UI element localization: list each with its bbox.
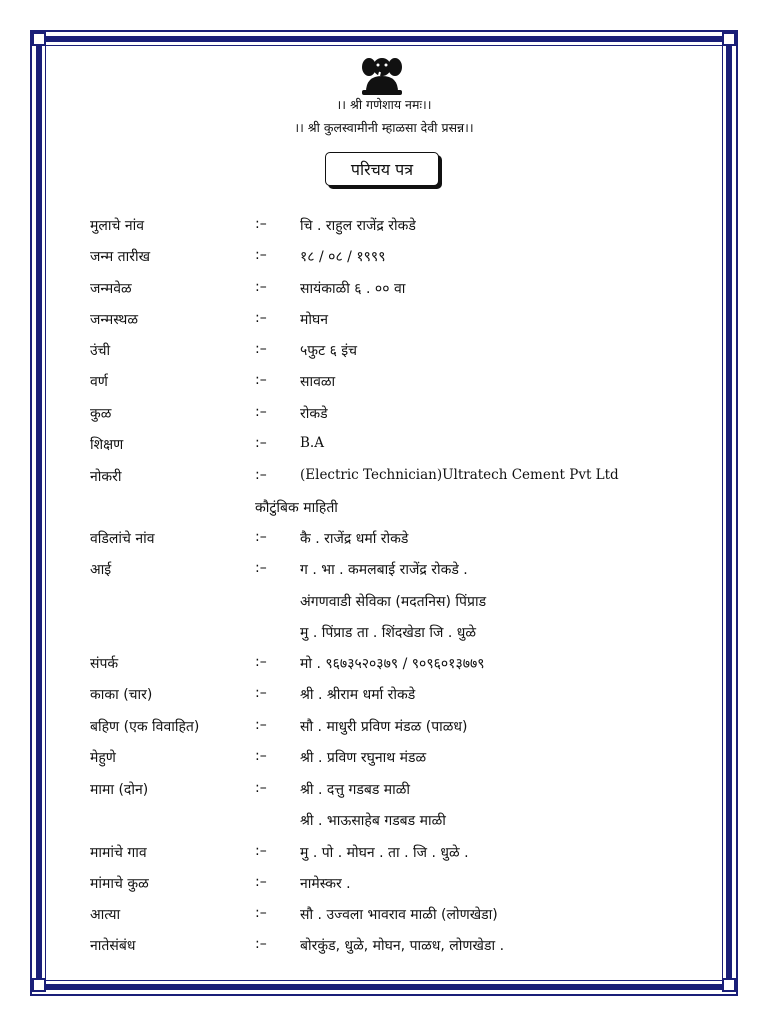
- row-value: रोकडे: [300, 406, 328, 422]
- detail-row-continued: [0, 623, 768, 647]
- row-value: श्री . दत्तु गडबड माळी: [300, 782, 411, 798]
- row-label: मांमाचे कुळ: [90, 876, 149, 892]
- detail-row: [0, 560, 768, 584]
- row-separator: :–: [255, 247, 267, 263]
- document-title-text: परिचय पत्र: [350, 160, 414, 179]
- row-label: संपर्क: [90, 656, 119, 672]
- detail-row: [0, 529, 768, 553]
- detail-row: [0, 247, 768, 271]
- row-label: मुलाचे नांव: [90, 218, 145, 234]
- detail-row: [0, 748, 768, 772]
- row-value: B.A: [300, 435, 324, 451]
- row-value: सावळा: [300, 374, 336, 390]
- detail-row: [0, 843, 768, 867]
- row-label: वर्ण: [90, 374, 108, 390]
- row-label: शिक्षण: [90, 437, 124, 453]
- invocation-text: ।। श्री गणेशाय नमः।।: [336, 97, 432, 112]
- row-separator: :–: [255, 654, 267, 670]
- family-section-heading: कौटुंबिक माहिती: [255, 500, 338, 516]
- row-label: जन्म तारीख: [90, 249, 151, 265]
- row-separator: :–: [255, 435, 267, 451]
- detail-row-continued: [0, 811, 768, 835]
- detail-row: [0, 685, 768, 709]
- row-label: जन्मवेळ: [90, 281, 132, 297]
- row-separator: :–: [255, 843, 267, 859]
- detail-row: [0, 654, 768, 678]
- row-separator: :–: [255, 372, 267, 388]
- row-value: चि . राहुल राजेंद्र रोकडे: [300, 218, 416, 234]
- row-label: मामांचे गाव: [90, 845, 147, 861]
- row-value: श्री . भाऊसाहेब गडबड माळी: [300, 813, 446, 829]
- row-label: आई: [90, 562, 112, 578]
- detail-row: [0, 435, 768, 459]
- row-separator: :–: [255, 560, 267, 576]
- row-value: अंगणवाडी सेविका (मदतनिस) पिंप्राड: [300, 594, 487, 610]
- row-value: नामेस्कर .: [300, 876, 351, 892]
- row-separator: :–: [255, 467, 267, 483]
- row-label: कुळ: [90, 406, 112, 422]
- row-label: मामा (दोन): [90, 782, 149, 798]
- row-value: श्री . प्रविण रघुनाथ मंडळ: [300, 750, 427, 766]
- detail-row: [0, 310, 768, 334]
- row-separator: :–: [255, 529, 267, 545]
- detail-row: [0, 467, 768, 491]
- row-value: कै . राजेंद्र धर्मा रोकडे: [300, 531, 409, 547]
- row-label: नातेसंबंध: [90, 938, 136, 954]
- detail-row: [0, 279, 768, 303]
- row-value: (Electric Technician)Ultratech Cement Pvt Ltd: [300, 467, 619, 483]
- row-separator: :–: [255, 717, 267, 733]
- row-label: जन्मस्थळ: [90, 312, 138, 328]
- detail-row: [0, 216, 768, 240]
- row-separator: :–: [255, 279, 267, 295]
- row-label: काका (चार): [90, 687, 153, 703]
- row-separator: :–: [255, 905, 267, 921]
- detail-row: [0, 780, 768, 804]
- detail-row: [0, 905, 768, 929]
- row-separator: :–: [255, 874, 267, 890]
- corner-ornament-bottom-right: [722, 978, 736, 992]
- row-label: मेहुणे: [90, 750, 116, 766]
- row-label: आत्या: [90, 907, 121, 923]
- row-value: सायंकाळी ६ . ०० वा: [300, 281, 406, 297]
- row-separator: :–: [255, 780, 267, 796]
- row-value: ग . भा . कमलबाई राजेंद्र रोकडे .: [300, 562, 468, 578]
- row-value: श्री . श्रीराम धर्मा रोकडे: [300, 687, 416, 703]
- row-separator: :–: [255, 404, 267, 420]
- ganesha-icon: [358, 54, 406, 96]
- row-label: नोकरी: [90, 469, 122, 485]
- row-label: बहिण (एक विवाहित): [90, 719, 200, 735]
- row-value: सौ . उज्वला भावराव माळी (लोणखेडा): [300, 907, 498, 923]
- blessing-text: ।। श्री कुलस्वामीनी म्हाळसा देवी प्रसन्न।।: [294, 120, 474, 135]
- corner-ornament-top-left: [32, 32, 46, 46]
- detail-row: [0, 874, 768, 898]
- row-separator: :–: [255, 216, 267, 232]
- detail-row: [0, 404, 768, 428]
- row-separator: :–: [255, 310, 267, 326]
- row-value: मु . पो . मोघन . ता . जि . धुळे .: [300, 845, 469, 861]
- detail-row: [0, 936, 768, 960]
- row-value: बोरकुंड, धुळे, मोघन, पाळध, लोणखेडा .: [300, 938, 505, 954]
- row-value: सौ . माधुरी प्रविण मंडळ (पाळध): [300, 719, 468, 735]
- detail-row-continued: [0, 592, 768, 616]
- detail-row: [0, 372, 768, 396]
- row-value: मु . पिंप्राड ता . शिंदखेडा जि . धुळे: [300, 625, 477, 641]
- row-value: ५फुट ६ इंच: [300, 343, 358, 359]
- row-separator: :–: [255, 936, 267, 952]
- row-value: १८ / ०८ / १९९९: [300, 249, 386, 265]
- row-separator: :–: [255, 685, 267, 701]
- row-label: उंची: [90, 343, 111, 359]
- row-value: मोघन: [300, 312, 329, 328]
- row-separator: :–: [255, 341, 267, 357]
- row-separator: :–: [255, 748, 267, 764]
- detail-row: [0, 717, 768, 741]
- row-label: वडिलांचे नांव: [90, 531, 155, 547]
- detail-row: [0, 341, 768, 365]
- corner-ornament-top-right: [722, 32, 736, 46]
- corner-ornament-bottom-left: [32, 978, 46, 992]
- row-value: मो . ९६७३५२०३७९ / ९०९६०१३७७९: [300, 656, 485, 672]
- document-title: [325, 152, 439, 186]
